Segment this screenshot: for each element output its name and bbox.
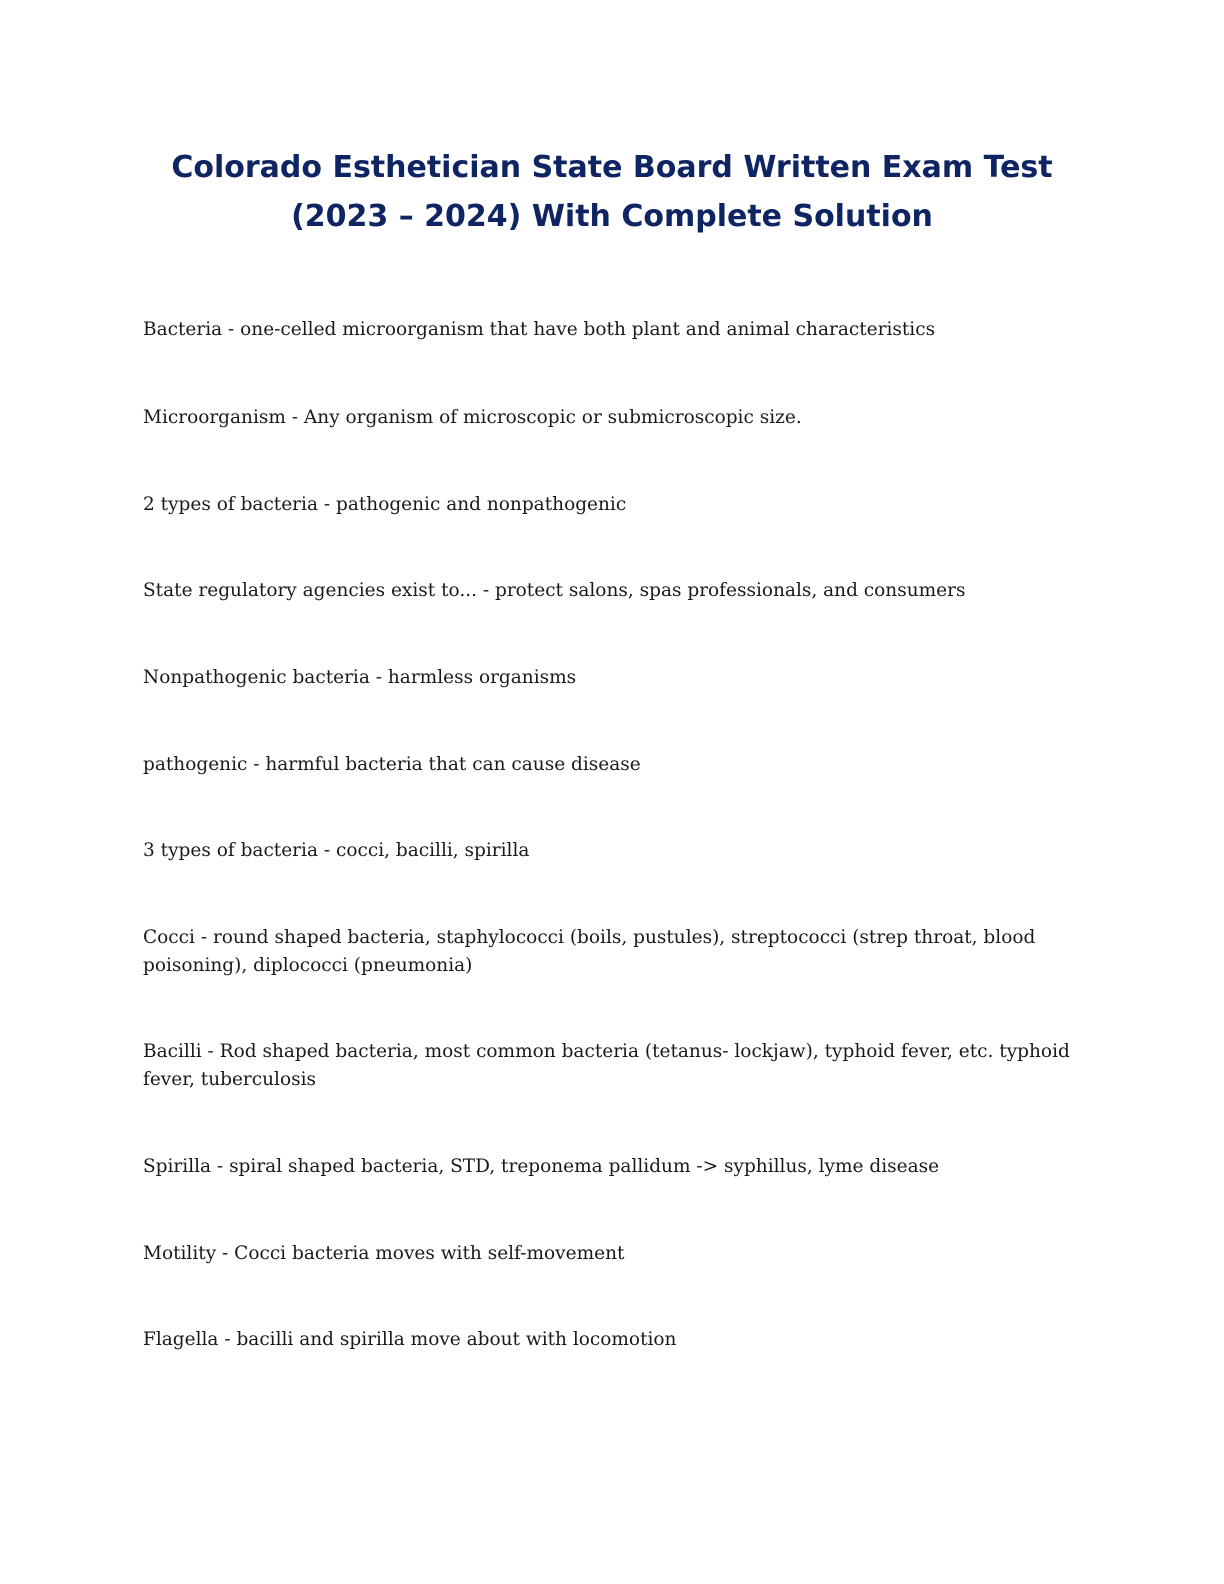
- document-title: [0, 143, 1224, 241]
- list-item: Cocci - round shaped bacteria, staphylococci (boils, pustules), streptococci (strep throat, blood poisoning), diplococci (pneumonia): [143, 927, 1036, 976]
- list-item: Bacteria - one-celled microorganism that have both plant and animal characteristics: [143, 319, 936, 340]
- list-item: pathogenic - harmful bacteria that can cause disease: [143, 754, 641, 775]
- list-item: Nonpathogenic bacteria - harmless organisms: [143, 667, 577, 688]
- list-item: Microorganism - Any organism of microscopic or submicroscopic size.: [143, 407, 802, 428]
- list-item: 2 types of bacteria - pathogenic and nonpathogenic: [143, 494, 627, 515]
- list-item: Bacilli - Rod shaped bacteria, most common bacteria (tetanus- lockjaw), typhoid fever, etc. typhoid fever, tuberculosis: [143, 1041, 1070, 1090]
- list-item: Motility - Cocci bacteria moves with self-movement: [143, 1243, 625, 1264]
- list-item: Flagella - bacilli and spirilla move about with locomotion: [143, 1329, 677, 1350]
- title-line-1: Colorado Esthetician State Board Written Exam Test: [171, 150, 1053, 185]
- list-item: 3 types of bacteria - cocci, bacilli, spirilla: [143, 840, 530, 861]
- list-item: Spirilla - spiral shaped bacteria, STD, treponema pallidum -> syphillus, lyme disease: [143, 1156, 940, 1177]
- list-item: State regulatory agencies exist to... - protect salons, spas professionals, and consumers: [143, 580, 966, 601]
- title-line-2: (2023 – 2024) With Complete Solution: [291, 199, 933, 234]
